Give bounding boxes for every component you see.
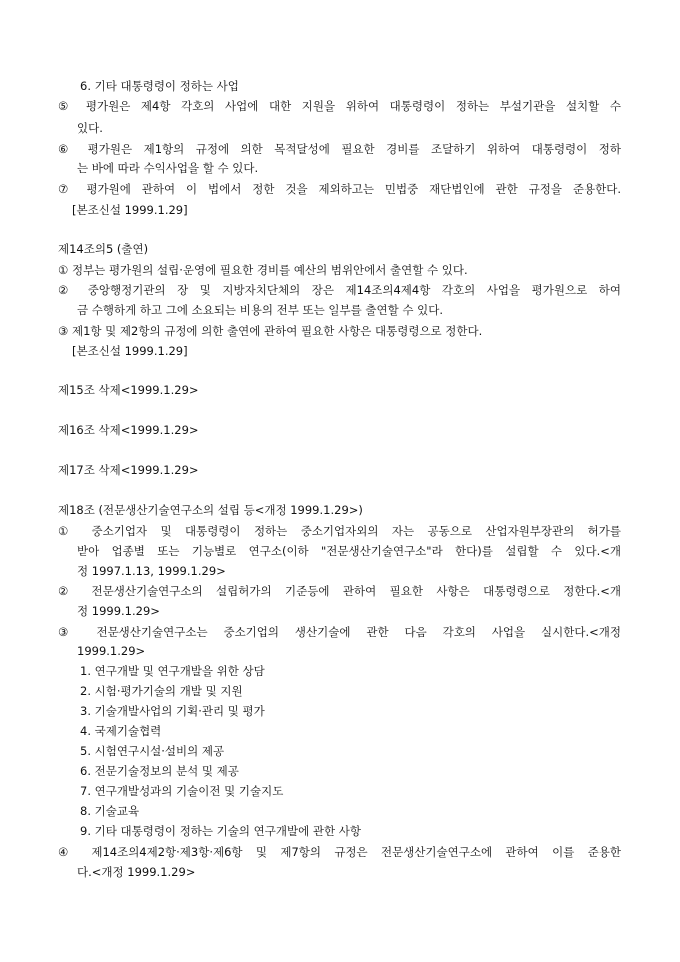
list-item: 6. 전문기술정보의 분석 및 제공 [80,764,239,778]
article-18-paragraph-4-line-2: 다.<개정 1999.1.29> [77,865,196,879]
list-item: 8. 기술교육 [80,804,140,818]
list-item: 3. 기술개발사업의 기획·관리 및 평가 [80,704,265,718]
paragraph-7-line: ⑦ 평가원에 관하여 이 법에서 정한 것을 제외하고는 민법중 재단법인에 관한 규정을 준용한다. [58,182,621,196]
article-14-5-paragraph-3: ③ 제1항 및 제2항의 규정에 의한 출연에 관하여 필요한 사항은 대통령령으로 정한다. [58,324,483,338]
article-18-paragraph-1-line-3: 정 1997.1.13, 1999.1.29> [77,564,226,578]
article-15-deleted: 제15조 삭제<1999.1.29> [58,383,199,397]
list-item: 1. 연구개발 및 연구개발을 위한 상담 [80,664,265,678]
article-14-5-paragraph-2-line-1: ② 중앙행정기관의 장 및 지방자치단체의 장은 제14조의4제4항 각호의 사업을 평가원으로 하여 [58,283,621,297]
article-18-paragraph-3-line-2: 1999.1.29> [77,644,146,658]
article-18-paragraph-1-line-1: ① 중소기업자 및 대통령령이 정하는 중소기업자외의 자는 공동으로 산업자원부장관의 허가를 [58,524,621,538]
paragraph-5-line-2: 있다. [77,121,103,135]
addendum-note: [본조신설 1999.1.29] [72,203,188,217]
clause-item-6-line: 6. 기타 대통령령이 정하는 사업 [80,79,239,93]
article-18-paragraph-2-line-1: ② 전문생산기술연구소의 설립허가의 기준등에 관하여 필요한 사항은 대통령령으로 정한다.<개 [58,584,621,598]
article-18-paragraph-2-line-2: 정 1999.1.29> [77,604,160,618]
article-14-5-heading: 제14조의5 (출연) [58,242,149,256]
list-item: 4. 국제기술협력 [80,724,162,738]
article-18-paragraph-4-line-1: ④ 제14조의4제2항·제3항·제6항 및 제7항의 규정은 전문생산기술연구소에 관하여 이를 준용한 [58,845,621,859]
addendum-note: [본조신설 1999.1.29] [72,344,188,358]
article-16-deleted: 제16조 삭제<1999.1.29> [58,423,199,437]
article-17-deleted: 제17조 삭제<1999.1.29> [58,463,199,477]
paragraph-6-line-1: ⑥ 평가원은 제1항의 규정에 의한 목적달성에 필요한 경비를 조달하기 위하여 대통령령이 정하 [58,142,621,156]
article-14-5-paragraph-2-line-2: 금 수행하게 하고 그에 소요되는 비용의 전부 또는 일부를 출연할 수 있다. [77,303,444,317]
paragraph-6-line-2: 는 바에 따라 수익사업을 할 수 있다. [77,161,259,175]
list-item: 5. 시험연구시설·설비의 제공 [80,744,225,758]
list-item: 7. 연구개발성과의 기술이전 및 기술지도 [80,784,284,798]
article-14-5-paragraph-1: ① 정부는 평가원의 설립·운영에 필요한 경비를 예산의 범위안에서 출연할 수 있다. [58,263,468,277]
article-18-paragraph-3-line-1: ③ 전문생산기술연구소는 중소기업의 생산기술에 관한 다음 각호의 사업을 실시한다.<개정 [58,625,621,639]
list-item: 2. 시험·평가기술의 개발 및 지원 [80,684,243,698]
article-18-heading: 제18조 (전문생산기술연구소의 설립 등<개정 1999.1.29>) [58,503,363,517]
paragraph-5-line-1: ⑤ 평가원은 제4항 각호의 사업에 대한 지원을 위하여 대통령령이 정하는 부설기관을 설치할 수 [58,99,621,113]
article-18-paragraph-1-line-2: 받아 업종별 또는 기능별로 연구소(이하 "전문생산기술연구소"라 한다)를 설립할 수 있다.<개 [77,544,621,558]
list-item: 9. 기타 대통령령이 정하는 기술의 연구개발에 관한 사항 [80,824,361,838]
